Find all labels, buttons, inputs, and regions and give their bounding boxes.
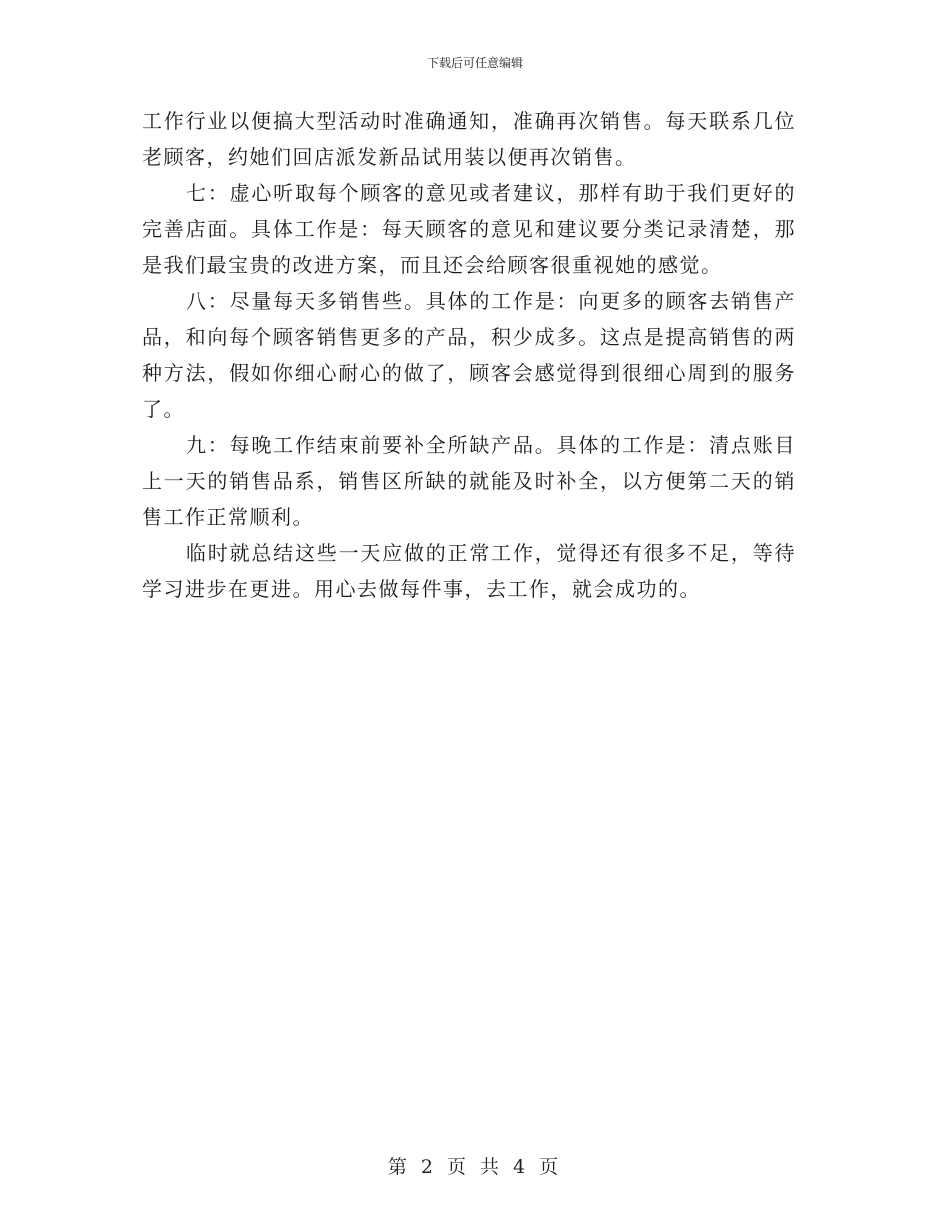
document-body — [142, 103, 796, 607]
page-number-footer: 第 2 页 共 4 页 — [387, 1156, 563, 1178]
paragraph-item-eight: 八：尽量每天多销售些。具体的工作是：向更多的顾客去销售产品，和向每个顾客销售更多的产品，积少成多。这点是提高销售的两种方法，假如你细心耐心的做了，顾客会感觉得到很细心周到的服务了。 — [142, 289, 796, 421]
paragraph-item-nine: 九：每晚工作结束前要补全所缺产品。具体的工作是：清点账目上一天的销售品系，销售区所缺的就能及时补全，以方便第二天的销售工作正常顺利。 — [142, 433, 796, 529]
paragraph-continuation: 工作行业以便搞大型活动时准确通知，准确再次销售。每天联系几位老顾客，约她们回店派发新品试用装以便再次销售。 — [142, 109, 796, 169]
paragraph-conclusion: 临时就总结这些一天应做的正常工作，觉得还有很多不足，等待学习进步在更进。用心去做每件事，去工作，就会成功的。 — [142, 541, 796, 601]
paragraph-item-seven: 七：虚心听取每个顾客的意见或者建议，那样有助于我们更好的完善店面。具体工作是：每天顾客的意见和建议要分类记录清楚，那是我们最宝贵的改进方案，而且还会给顾客很重视她的感觉。 — [142, 181, 796, 277]
page-header: 下载后可任意编辑 — [426, 56, 523, 70]
